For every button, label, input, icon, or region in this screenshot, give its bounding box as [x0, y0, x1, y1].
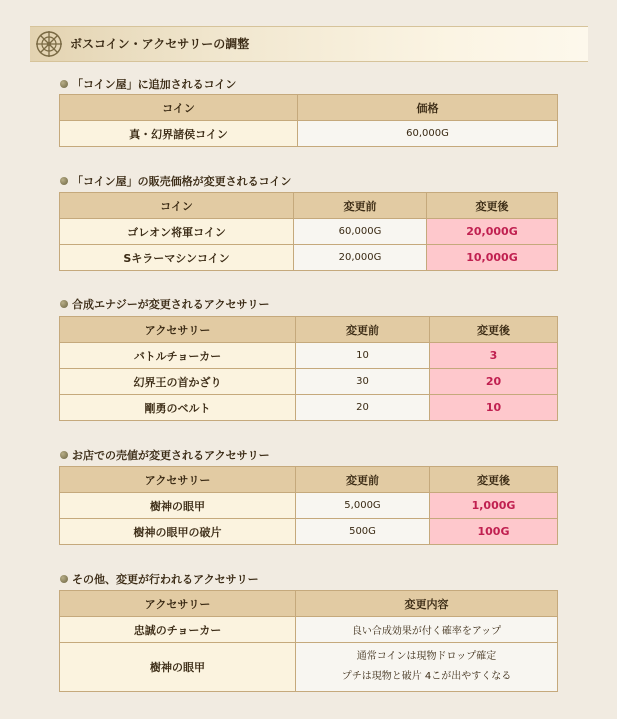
change-description-line: プチは現物と破片 4こが出やすくなる — [341, 671, 512, 682]
section-heading-sell-price-changed — [60, 447, 270, 463]
item-name: ゴレオン将軍コイン — [60, 219, 294, 245]
energy-changed-table — [59, 316, 558, 421]
table-header-row — [60, 317, 558, 343]
change-description — [296, 643, 558, 692]
bullet-icon — [60, 177, 68, 185]
price-value: 60,000G — [298, 121, 558, 147]
before-value: 20 — [296, 395, 430, 421]
item-name: 真・幻界諸侯コイン — [60, 121, 298, 147]
column-header: 変更前 — [296, 467, 430, 493]
item-name: 忠誠のチョーカー — [60, 617, 296, 643]
column-header: アクセサリー — [60, 591, 296, 617]
table-row — [60, 643, 558, 692]
column-header: アクセサリー — [60, 467, 296, 493]
column-header: 変更前 — [294, 193, 427, 219]
item-name: Sキラーマシンコイン — [60, 245, 294, 271]
section-heading-text: お店での売値が変更されるアクセサリー — [72, 449, 270, 462]
column-header: 価格 — [298, 95, 558, 121]
after-value: 100G — [430, 519, 558, 545]
table-row — [60, 617, 558, 643]
added-coins-table — [59, 94, 558, 147]
item-name: 剛勇のベルト — [60, 395, 296, 421]
table-header-row — [60, 95, 558, 121]
section-heading-energy-changed — [60, 296, 269, 312]
price-changed-coins-table — [59, 192, 558, 271]
column-header: 変更後 — [427, 193, 558, 219]
page-header — [30, 26, 588, 62]
bullet-icon — [60, 451, 68, 459]
column-header: 変更内容 — [296, 591, 558, 617]
before-value: 5,000G — [296, 493, 430, 519]
before-value: 30 — [296, 369, 430, 395]
column-header: アクセサリー — [60, 317, 296, 343]
section-heading-text: 合成エナジーが変更されるアクセサリー — [72, 298, 270, 311]
table-header-row — [60, 591, 558, 617]
bullet-icon — [60, 575, 68, 583]
table-row — [60, 519, 558, 545]
section-heading-text: その他、変更が行われるアクセサリー — [72, 573, 259, 586]
after-value: 20 — [430, 369, 558, 395]
after-value: 3 — [430, 343, 558, 369]
bullet-icon — [60, 80, 68, 88]
item-name: 樹神の眼甲の破片 — [60, 519, 296, 545]
column-header: 変更前 — [296, 317, 430, 343]
before-value: 500G — [296, 519, 430, 545]
section-heading-other-changes — [60, 571, 259, 587]
other-changes-table — [59, 590, 558, 692]
after-value: 20,000G — [427, 219, 558, 245]
column-header: 変更後 — [430, 317, 558, 343]
after-value: 10,000G — [427, 245, 558, 271]
page-title: ボスコイン・アクセサリーの調整 — [70, 37, 250, 51]
column-header: コイン — [60, 193, 294, 219]
bullet-icon — [60, 300, 68, 308]
column-header: 変更後 — [430, 467, 558, 493]
section-heading-added-coins — [60, 76, 236, 92]
change-description-line: 通常コインは現物ドロップ確定 — [356, 651, 497, 662]
table-row — [60, 219, 558, 245]
item-name: 幻界王の首かざり — [60, 369, 296, 395]
before-value: 20,000G — [294, 245, 427, 271]
compass-emblem-icon — [35, 30, 63, 58]
change-description: 良い合成効果が付く確率をアップ — [296, 617, 558, 643]
table-row — [60, 245, 558, 271]
section-heading-text: 「コイン屋」の販売価格が変更されるコイン — [72, 175, 292, 188]
table-row — [60, 395, 558, 421]
section-heading-price-changed-coins — [60, 173, 291, 189]
table-row — [60, 369, 558, 395]
section-heading-text: 「コイン屋」に追加されるコイン — [72, 78, 237, 91]
table-header-row — [60, 467, 558, 493]
item-name: 樹神の眼甲 — [60, 493, 296, 519]
table-row — [60, 493, 558, 519]
sell-price-changed-table — [59, 466, 558, 545]
before-value: 60,000G — [294, 219, 427, 245]
item-name: 樹神の眼甲 — [60, 643, 296, 692]
after-value: 1,000G — [430, 493, 558, 519]
column-header: コイン — [60, 95, 298, 121]
table-row — [60, 343, 558, 369]
after-value: 10 — [430, 395, 558, 421]
table-header-row — [60, 193, 558, 219]
table-row — [60, 121, 558, 147]
before-value: 10 — [296, 343, 430, 369]
item-name: バトルチョーカー — [60, 343, 296, 369]
